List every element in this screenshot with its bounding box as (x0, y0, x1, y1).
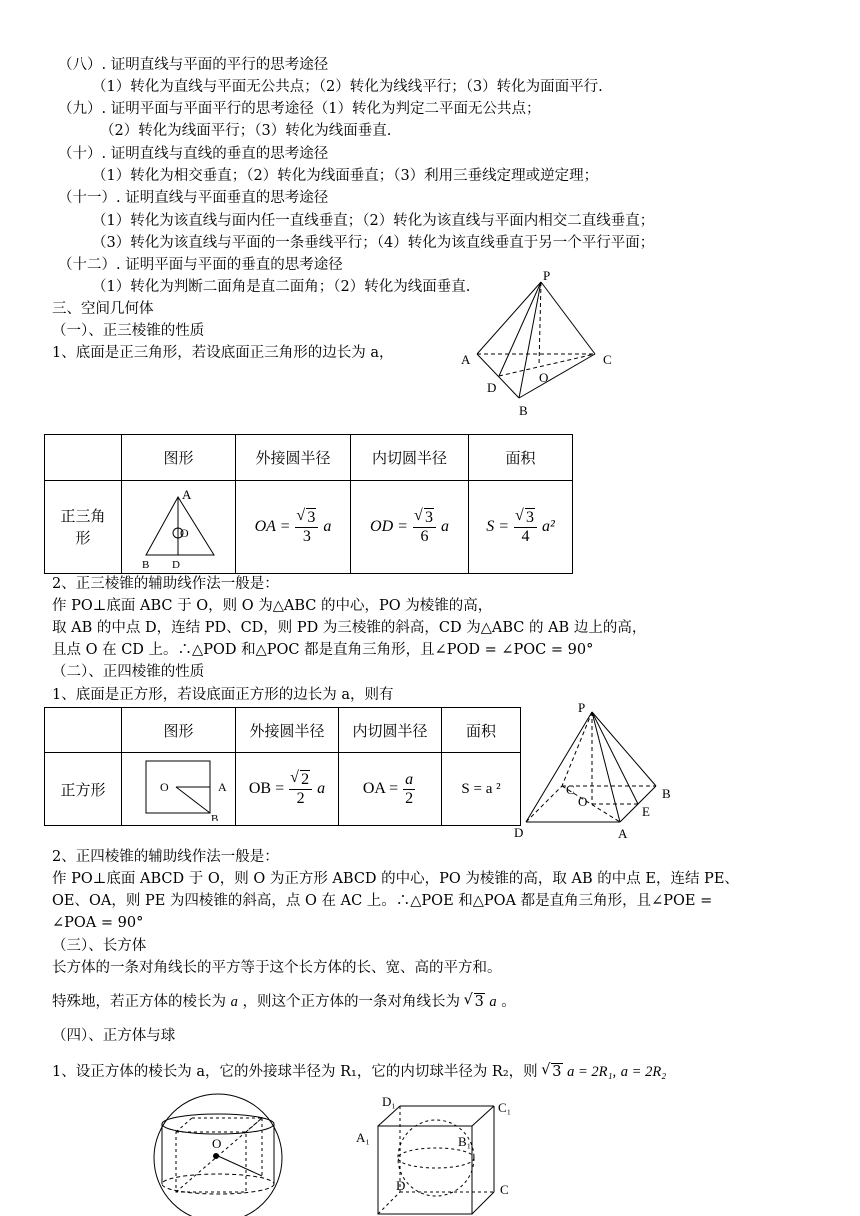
cube-in-sphere-figure (148, 1092, 288, 1216)
label-O: O (578, 794, 588, 809)
label-O: O (539, 370, 549, 385)
label-D1: D₁ (382, 1096, 396, 1109)
label-C: C (603, 352, 612, 367)
circumradius-cell: OB = √ $\frac{2}{2}$ a (236, 753, 339, 826)
label-A: A (461, 352, 471, 367)
label-O: O (212, 1136, 222, 1151)
section-heading: 三、空间几何体 (52, 301, 154, 317)
text-line: 作 PO⊥底面 ABCD 于 O，则 O 为正方形 ABCD 的中心，PO 为棱锥的高，取 AB 的中点 E，连结 PE、 (52, 871, 739, 887)
label-A1: A₁ (356, 1130, 370, 1145)
square-diagram-cell (122, 753, 236, 826)
text-line-cube-diagonal: 特殊地，若正方体的棱长为 a ，则这个正方体的一条对角线长为 √ 3 a 。 (52, 992, 516, 1012)
text-line: OE、OA，则 PE 为四棱锥的斜高，点 O 在 AC 上。∴△POE 和△POA 都是直角三角形，且∠POE = (52, 893, 713, 909)
area-cell: S = √ $\frac{3}{4}$ a² (469, 481, 573, 574)
table-header: 图形 (122, 435, 236, 481)
row-label: 正三角形 (45, 481, 122, 574)
table-header: 图形 (122, 708, 236, 753)
triangle-diagram-cell (122, 481, 236, 574)
area-cell: S = a ² (442, 753, 521, 826)
heading-9: （九）. 证明平面与平面平行的思考途径（1）转化为判定二平面无公共点； (58, 101, 541, 117)
label-C: C (566, 782, 575, 797)
text-line: 取 AB 的中点 D，连结 PD、CD，则 PD 为三棱锥的斜高，CD 为△ABC 的 AB 边上的高， (52, 620, 647, 636)
text-line: 且点 O 在 CD 上。∴△POD 和△POC 都是直角三角形，且∠POD = ∠POC = 90° (52, 642, 594, 658)
text-line: 2、正三棱锥的辅助线作法一般是： (52, 576, 279, 592)
text-line: 长方体的一条对角线长的平方等于这个长方体的长、宽、高的平方和。 (52, 960, 502, 976)
heading-12: （十二）. 证明平面与平面的垂直的思考途径 (58, 257, 343, 273)
label-P: P (543, 268, 551, 283)
text-line: 2、正四棱锥的辅助线作法一般是： (52, 849, 279, 865)
square-table (44, 707, 521, 826)
label-D: D (172, 559, 180, 569)
text-line: （1）转化为直线与平面无公共点；（2）转化为线线平行；（3）转化为面面平行. (92, 79, 603, 95)
text-line-cube-sphere: 1、设正方体的棱长为 a，它的外接球半径为 R₁，它的内切球半径为 R₂，则 √ 3 a = 2R₁, a = 2R₂ (52, 1062, 666, 1082)
row-label: 正方形 (45, 753, 122, 826)
label-D: D (396, 1178, 406, 1193)
triangle-diagram (122, 481, 235, 569)
label-O: O (180, 526, 189, 540)
heading-11: （十一）. 证明直线与平面垂直的思考途径 (58, 190, 329, 206)
label-B: B (211, 813, 219, 821)
sub-heading: （四）、正方体与球 (52, 1028, 176, 1044)
sub-heading: （一）、正三棱锥的性质 (52, 323, 205, 339)
label-D: D (487, 380, 497, 395)
table-header: 外接圆半径 (236, 708, 339, 753)
label-C1: C₁ (498, 1100, 512, 1115)
text-line: 1、底面是正三角形，若设底面正三角形的边长为 a， (52, 345, 394, 361)
label-A: A (182, 487, 192, 502)
label-P: P (578, 700, 586, 715)
table-header (45, 708, 122, 753)
text-line: 作 PO⊥底面 ABC 于 O，则 O 为△ABC 的中心，PO 为棱锥的高， (52, 598, 493, 614)
text-line: （2）转化为线面平行；（3）转化为线面垂直. (100, 123, 392, 139)
label-B: B (519, 403, 528, 418)
text-line: （1）转化为判断二面角是直二面角；（2）转化为线面垂直. (92, 279, 471, 295)
label-B: B (142, 559, 150, 569)
text-line: 1、底面是正方形，若设底面正方形的边长为 a，则有 (52, 687, 394, 703)
table-header: 外接圆半径 (236, 435, 351, 481)
label-B: B (662, 786, 671, 801)
label-E: E (642, 804, 650, 819)
square-pyramid-figure (508, 700, 683, 845)
label-D: D (514, 825, 524, 840)
table-header: 面积 (442, 708, 521, 753)
label-A: A (618, 826, 628, 841)
text-line: （1）转化为该直线与面内任一直线垂直；（2）转化为该直线与平面内相交二直线垂直； (92, 213, 655, 229)
table-header: 面积 (469, 435, 573, 481)
label-O: O (160, 780, 169, 794)
sphere-in-cube-figure (352, 1096, 532, 1216)
equilateral-triangle-table (44, 434, 573, 574)
sub-heading: （二）、正四棱锥的性质 (52, 664, 205, 680)
heading-10: （十）. 证明直线与直线的垂直的思考途径 (58, 146, 329, 162)
inradius-cell: OA = $\frac{a}{2}$ (339, 753, 442, 826)
label-C: C (500, 1182, 509, 1197)
square-diagram (122, 753, 235, 821)
table-header: 内切圆半径 (351, 435, 469, 481)
text-line: （1）转化为相交垂直；（2）转化为线面垂直；（3）利用三垂线定理或逆定理； (92, 168, 599, 184)
inradius-cell: OD = √ $\frac{3}{6}$ a (351, 481, 469, 574)
text-line: （3）转化为该直线与平面的一条垂线平行；（4）转化为该直线垂直于另一个平行平面； (92, 235, 655, 251)
heading-8: （八）. 证明直线与平面的平行的思考途径 (58, 57, 329, 73)
label-B1: B₁ (458, 1134, 472, 1149)
text-line: ∠POA = 90° (52, 915, 144, 931)
circumradius-cell: OA = √ $\frac{3}{3}$ a (236, 481, 351, 574)
sub-heading: （三）、长方体 (52, 938, 147, 954)
table-header (45, 435, 122, 481)
triangular-pyramid-figure (455, 268, 625, 420)
label-A: A (218, 780, 227, 794)
table-header: 内切圆半径 (339, 708, 442, 753)
